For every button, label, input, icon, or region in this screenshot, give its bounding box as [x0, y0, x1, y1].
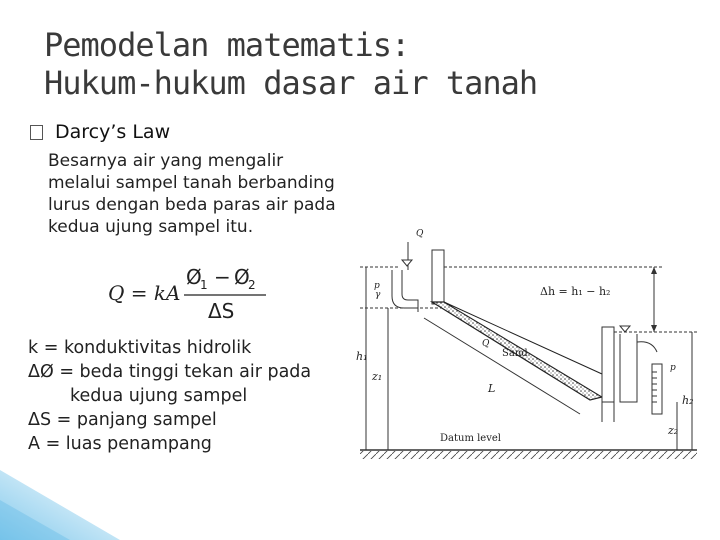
h1-label: h₁ [356, 350, 368, 363]
formula-minus: − [214, 265, 231, 289]
definition-text: = konduktivitas hidrolik [43, 338, 252, 358]
formula-sub-b: 2 [248, 278, 256, 292]
formula-numerator-b: Ø [234, 265, 250, 289]
definition-item [28, 360, 311, 384]
definitions-list [28, 336, 311, 456]
inflow-label: Q [416, 229, 424, 239]
q-label: Q [482, 339, 490, 349]
definition-item [28, 336, 311, 360]
left-p-label: p [374, 281, 380, 291]
title-line-1: Pemodelan matematis: [44, 26, 410, 64]
z1-label: z₁ [372, 370, 383, 383]
left-level-marker-icon [402, 260, 412, 266]
description-line: kedua ujung sampel itu. [48, 217, 254, 237]
definition-text: kedua ujung sampel [70, 386, 248, 406]
darcy-formula [108, 262, 278, 329]
h2-label: h₂ [682, 394, 694, 407]
definition-item [28, 408, 311, 432]
left-standpipe-outer [392, 270, 418, 308]
formula-denominator: ΔS [208, 299, 235, 323]
right-outflow-pipe [637, 342, 657, 352]
definition-symbol: ΔS [28, 410, 52, 430]
delta-h-label: Δh = h₁ − h₂ [540, 285, 611, 298]
definition-symbol: k [28, 338, 39, 358]
decorative-accent [0, 450, 150, 540]
description-line: melalui sampel tanah berbanding [48, 173, 335, 193]
datum-label: Datum level [440, 433, 501, 444]
bullet-darcys-law [30, 121, 170, 143]
definition-item [28, 432, 311, 456]
right-standpipe [620, 334, 637, 402]
left-gamma-label: γ [375, 290, 381, 300]
description [48, 150, 388, 238]
formula-sub-a: 1 [200, 278, 208, 292]
bullet-box-icon [30, 125, 43, 140]
left-standpipe [402, 270, 418, 312]
darcy-apparatus-diagram [352, 222, 714, 471]
description-line: lurus dengan beda paras air pada [48, 195, 336, 215]
formula-numerator-a: Ø [186, 265, 202, 289]
sand-label: Sand [502, 348, 528, 359]
definition-symbol: A [28, 434, 40, 454]
description-line: Besarnya air yang mengalir [48, 151, 284, 171]
z2-label: z₂ [668, 424, 679, 437]
right-level-marker-icon [620, 326, 630, 332]
right-tube [602, 327, 614, 402]
bullet-label: Darcy’s Law [55, 121, 171, 143]
formula-lhs: Q = kA [108, 281, 181, 305]
definition-symbol: ΔØ [28, 362, 54, 382]
definition-text: = luas penampang [45, 434, 212, 454]
definition-item [28, 384, 311, 408]
definition-text: = panjang sampel [56, 410, 217, 430]
left-tube [432, 250, 444, 304]
definition-text: = beda tinggi tekan air pada [59, 362, 312, 382]
L-label: L [488, 382, 496, 395]
right-p-label: p [670, 363, 676, 373]
ground-hatch [360, 451, 697, 459]
title-line-2: Hukum-hukum dasar air tanah [44, 64, 538, 102]
page-title [44, 26, 537, 102]
